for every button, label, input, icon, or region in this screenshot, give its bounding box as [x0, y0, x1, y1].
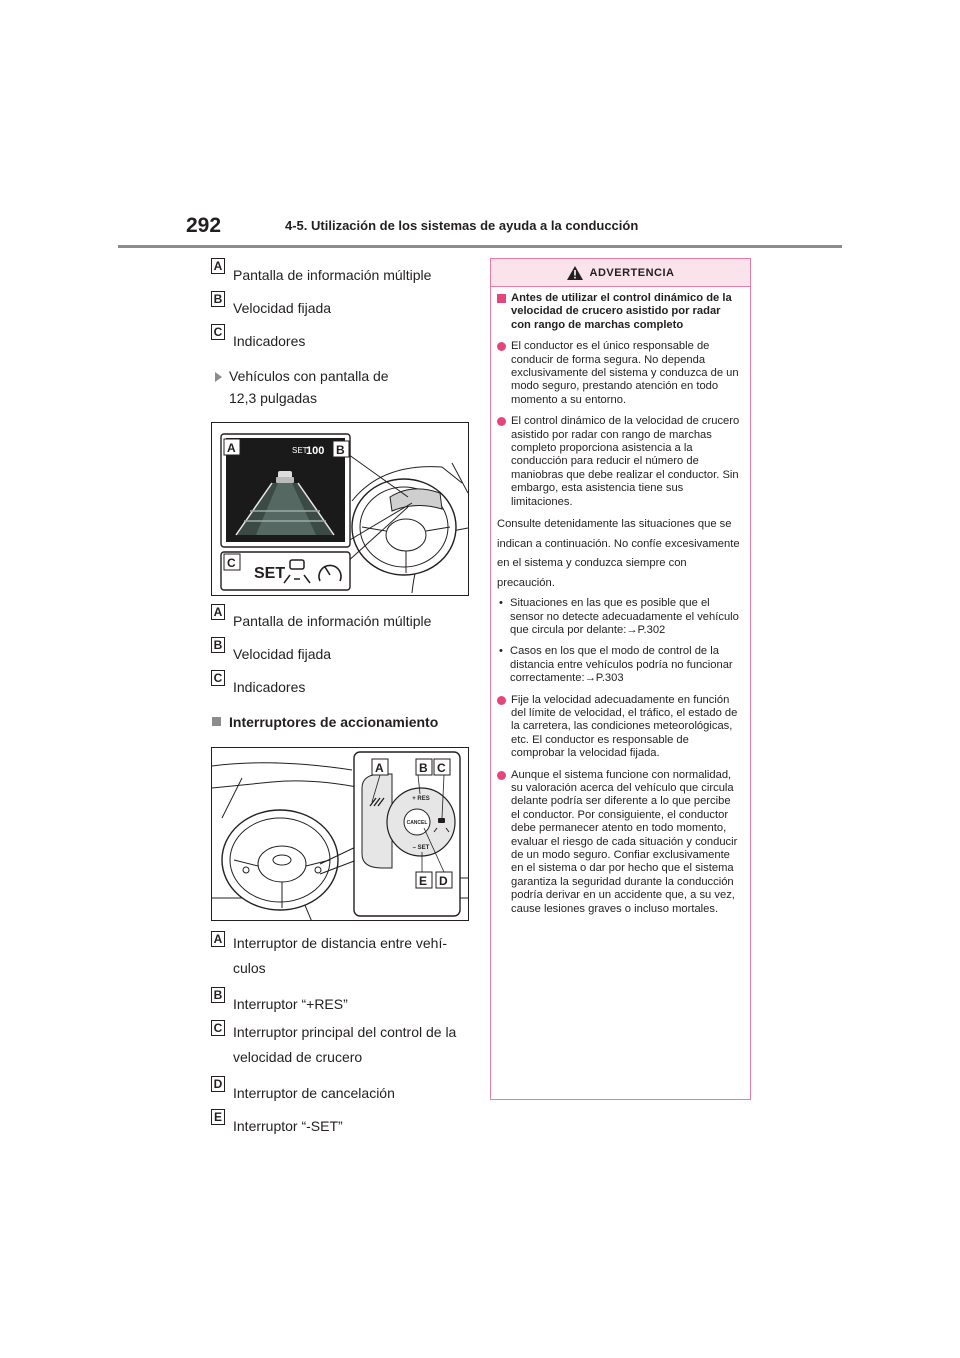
triangle-bullet-icon [215, 372, 222, 382]
legend-text: Indicadores [233, 333, 306, 349]
warning-bullet: • Situaciones en las que es posible que el sensor no detecte adecuadamente el vehículo que circula por delante:→P.302 [499, 597, 739, 636]
page-number: 292 [186, 214, 222, 237]
square-bullet-icon [497, 294, 506, 303]
legend-text: Pantalla de información múltiple [233, 613, 432, 629]
warning-triangle-icon [567, 266, 583, 280]
legend-text: Interruptor de distancia entre vehí- culos [233, 935, 448, 976]
warning-heading: Antes de utilizar el control dinámico de la velocidad de crucero asistido por radar con rango de marchas completo [497, 292, 741, 332]
callout-letter-d: D [211, 1076, 225, 1092]
legend-item [211, 987, 481, 1020]
switches-heading-text: Interruptores de accionamiento [229, 714, 439, 730]
legend-item [211, 637, 481, 670]
left-column [211, 258, 481, 1142]
fig-label-d: D [439, 874, 448, 888]
warning-header [491, 259, 750, 287]
dot-bullet-icon [497, 771, 506, 780]
legend-text: Velocidad fijada [233, 300, 332, 316]
legend-item [211, 1020, 481, 1076]
display-illustration [212, 423, 469, 596]
legend-item [211, 1109, 481, 1142]
fig-label-c: C [437, 761, 446, 775]
warning-bullet: • Casos en los que el modo de control de la distancia entre vehículos podría no funcionar correctamente:→P.303 [499, 645, 733, 685]
warning-title: ADVERTENCIA [589, 266, 675, 279]
figure-multi-info-display [211, 422, 469, 596]
legend-text: Interruptor “-SET” [233, 1118, 343, 1134]
legend-item [211, 604, 481, 637]
dot-bullet-icon [497, 696, 506, 705]
dot-bullet-icon [497, 417, 506, 426]
fig-label-b: B [419, 761, 428, 775]
warning-item: Aunque el sistema funcione con normalidad, su valoración acerca del vehículo que circula delante podría ser diferente a lo que percibe el conductor. Por consiguiente, el conductor debe permanecer atento en todo momento, evaluar el riesgo de cada situación y conducir de un modo seguro. Confiar exclusivamente en el sistema o dar por hecho que el sistema garantiza la seguridad durante la conducción podría derivar en un accidente que, a su vez, cause lesiones graves o incluso mortales. [497, 769, 741, 916]
legend-text: Velocidad fijada [233, 646, 332, 662]
callout-letter-a: A [211, 604, 225, 620]
warning-paragraph: Consulte detenidamente las situaciones que se indican a continuación. No confíe excesivamente en el sistema y conduzca siempre con precaución. [497, 518, 740, 589]
fig-label-a: A [227, 441, 236, 455]
warning-body [491, 287, 750, 916]
callout-letter-c: C [211, 324, 225, 340]
callout-letter-c: C [211, 670, 225, 686]
legend-text: Indicadores [233, 679, 306, 695]
legend-item [211, 670, 481, 703]
callout-letter-b: B [211, 987, 225, 1003]
legend-item [211, 291, 481, 324]
legend-text: Pantalla de información múltiple [233, 267, 432, 283]
callout-letter-a: A [211, 931, 225, 947]
warning-item: El control dinámico de la velocidad de crucero asistido por radar con rango de marchas completo proporciona asistencia a la conducción para reducir el número de maniobras que debe realizar el conductor. Sin embargo, esta asistencia tiene sus limitaciones. [497, 415, 741, 509]
set-minus-label: – SET [412, 845, 430, 851]
square-bullet-icon [212, 717, 221, 726]
indicator-set: SET [254, 565, 286, 582]
fig-label-c: C [227, 556, 236, 570]
callout-letter-c: C [211, 1020, 225, 1036]
callout-letter-b: B [211, 637, 225, 653]
callout-letter-e: E [211, 1109, 225, 1125]
dot-bullet-icon [497, 342, 506, 351]
legend-item [211, 258, 481, 291]
warning-item: El conductor es el único responsable de conducir de forma segura. No dependa exclusivamente del sistema y conduzca de un modo seguro, prestando atención en todo momento a su entorno. [497, 340, 741, 407]
page-header [118, 214, 842, 248]
warning-box [490, 258, 751, 1100]
callout-letter-b: B [211, 291, 225, 307]
set-label: SET [292, 446, 308, 455]
legend-text: Interruptor de cancelación [233, 1085, 395, 1101]
set-speed: 100 [306, 445, 325, 457]
res-label: + RES [412, 796, 430, 802]
cancel-label: CANCEL [406, 820, 428, 826]
subheading-12in-display [211, 365, 481, 409]
legend-item [211, 324, 481, 357]
callout-letter-a: A [211, 258, 225, 274]
fig-label-b: B [336, 443, 345, 457]
switches-heading [211, 711, 481, 733]
warning-item: Fije la velocidad adecuadamente en función del límite de velocidad, el tráfico, el estado de la carretera, las condiciones meteorológicas, etc. El conductor es responsable de comprobar la velocidad fijada. [497, 694, 741, 761]
legend-text: Interruptor principal del control de la velocidad de crucero [233, 1024, 457, 1065]
legend-item [211, 1076, 481, 1109]
subheading-line: 12,3 pulgadas [229, 390, 317, 406]
header-rule [118, 245, 842, 248]
fig-label-a: A [375, 761, 384, 775]
legend-item [211, 931, 481, 987]
fig-label-e: E [419, 874, 428, 888]
figure-operation-switches [211, 747, 469, 921]
switches-illustration [212, 748, 469, 921]
legend-text: Interruptor “+RES” [233, 996, 348, 1012]
subheading-line: Vehículos con pantalla de [229, 368, 389, 384]
section-title: 4-5. Utilización de los sistemas de ayuda a la conducción [285, 218, 639, 233]
